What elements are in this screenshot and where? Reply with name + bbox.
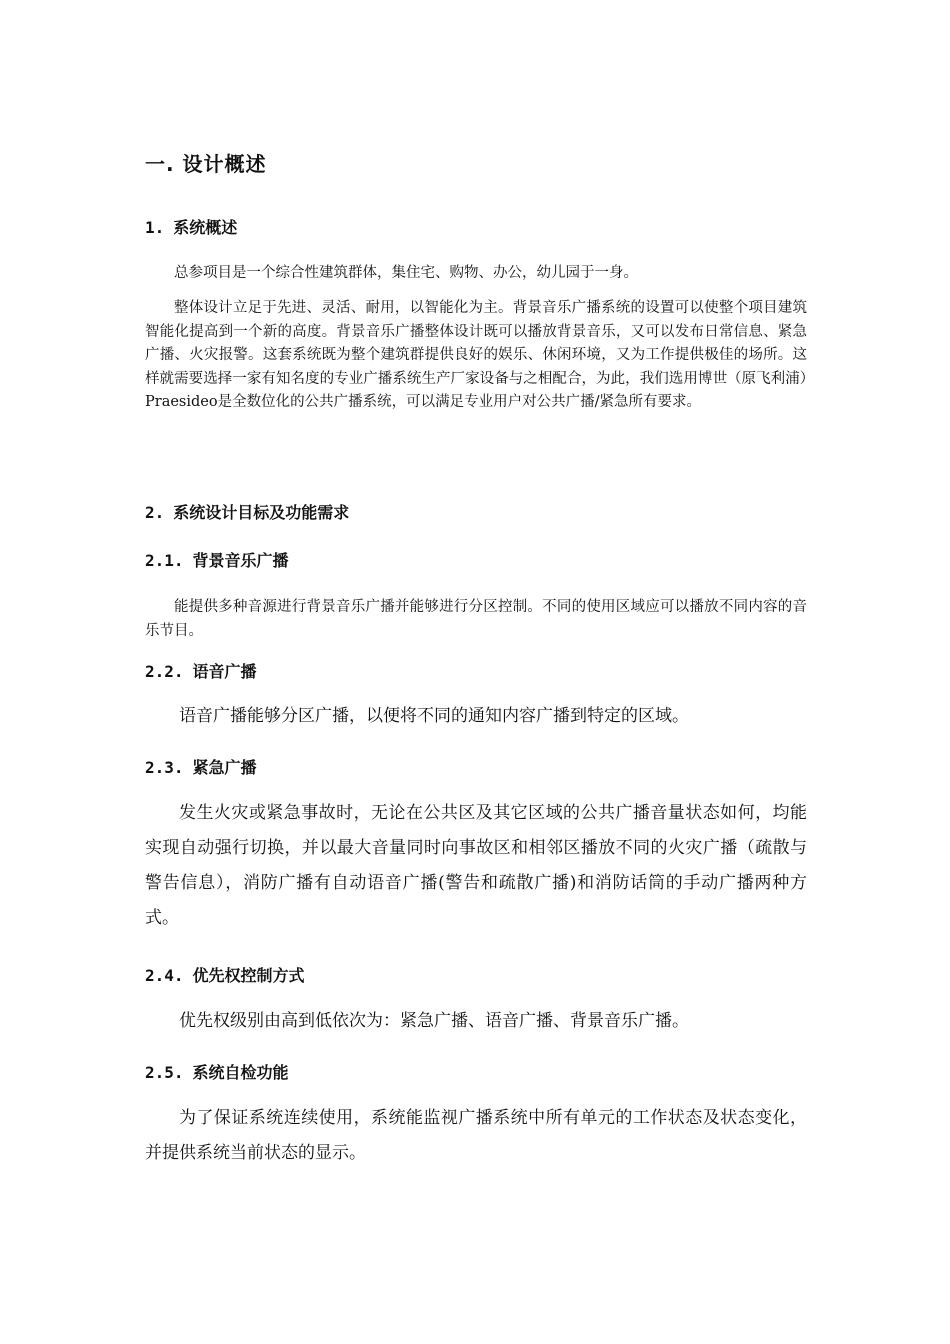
heading-priority-control bbox=[145, 963, 305, 986]
heading-number: 2.4. bbox=[145, 966, 184, 985]
heading-system-overview bbox=[145, 215, 237, 238]
heading-self-check bbox=[145, 1060, 289, 1083]
heading-title: 背景音乐广播 bbox=[192, 551, 289, 570]
heading-number: 2. bbox=[145, 503, 165, 522]
heading-title: 优先权控制方式 bbox=[192, 966, 305, 985]
heading-design-goals bbox=[145, 500, 349, 523]
paragraph-project-intro: 总参项目是一个综合性建筑群体，集住宅、购物、办公，幼儿园于一身。 bbox=[174, 265, 638, 281]
heading-title: 紧急广播 bbox=[192, 758, 257, 777]
paragraph-background-music: 能提供多种音源进行背景音乐广播并能够进行分区控制。不同的使用区域应可以播放不同内容的音乐节目。 bbox=[145, 599, 807, 639]
section-heading-design-overview: 一. 设计概述 bbox=[145, 152, 267, 176]
paragraph-voice-broadcast: 语音广播能够分区广播，以便将不同的通知内容广播到特定的区域。 bbox=[179, 706, 689, 726]
paragraph-priority-control: 优先权级别由高到低依次为：紧急广播、语音广播、背景音乐广播。 bbox=[179, 1011, 689, 1031]
paragraph-self-check: 为了保证系统连续使用，系统能监视广播系统中所有单元的工作状态及状态变化，并提供系统当前状态的显示。 bbox=[145, 1108, 807, 1163]
heading-voice-broadcast bbox=[145, 659, 257, 682]
heading-number: 2.1. bbox=[145, 551, 184, 570]
heading-number: 2.5. bbox=[145, 1063, 184, 1082]
heading-title: 系统概述 bbox=[173, 218, 238, 237]
heading-title: 系统设计目标及功能需求 bbox=[173, 503, 350, 522]
paragraph-design-intro: 整体设计立足于先进、灵活、耐用，以智能化为主。背景音乐广播系统的设置可以使整个项目建筑智能化提高到一个新的高度。背景音乐广播整体设计既可以播放背景音乐，又可以发布日常信息、紧急广播、火灾报警。这套系统既为整个建筑群提供良好的娱乐、休闲环境，又为工作提供极佳的场所。这样就需要选择一家有知名度的专业广播系统生产厂家设备与之相配合，为此，我们选用博世（原飞利浦）Praesideo是全数位化的公共广播系统，可以满足专业用户对公共广播/紧急所有要求。 bbox=[145, 300, 807, 410]
heading-background-music bbox=[145, 548, 289, 571]
heading-number: 1. bbox=[145, 218, 165, 237]
heading-emergency-broadcast bbox=[145, 755, 257, 778]
heading-number: 2.3. bbox=[145, 758, 184, 777]
heading-title: 系统自检功能 bbox=[192, 1063, 289, 1082]
heading-title: 语音广播 bbox=[192, 662, 257, 681]
paragraph-emergency-broadcast: 发生火灾或紧急事故时，无论在公共区及其它区域的公共广播音量状态如何，均能实现自动强行切换，并以最大音量同时向事故区和相邻区播放不同的火灾广播（疏散与警告信息），消防广播有自动语音广播(警告和疏散广播)和消防话筒的手动广播两种方式。 bbox=[145, 803, 807, 928]
heading-number: 2.2. bbox=[145, 662, 184, 681]
